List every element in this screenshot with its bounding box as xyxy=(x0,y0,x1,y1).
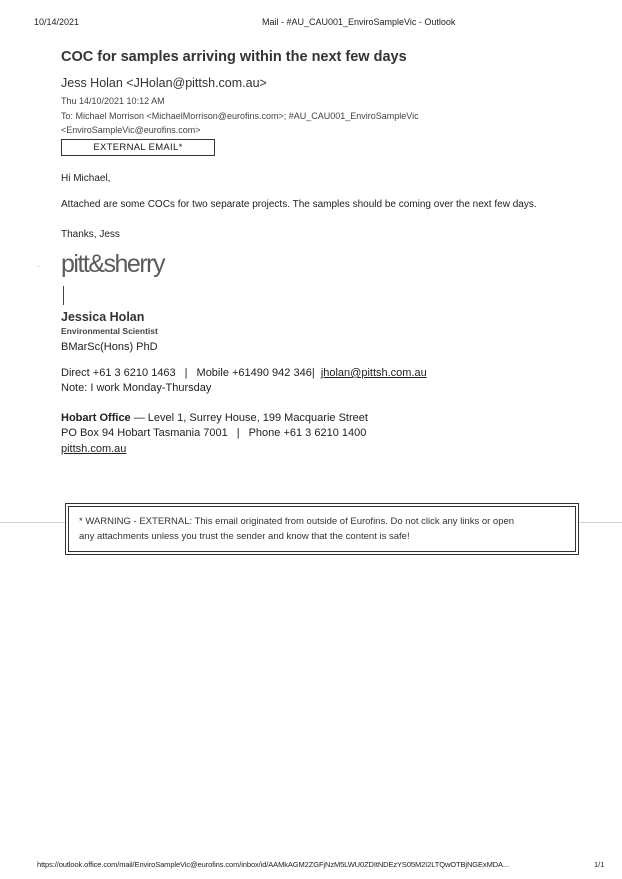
email-sender: Jess Holan <JHolan@pittsh.com.au> xyxy=(61,76,267,90)
print-page-title: Mail - #AU_CAU001_EnviroSampleVic - Outlook xyxy=(262,17,456,27)
external-email-tag: EXTERNAL EMAIL* xyxy=(61,139,215,156)
warning-inner-border xyxy=(68,506,576,552)
office-phone: Phone +61 3 6210 1400 xyxy=(248,427,367,439)
direct-phone: Direct +61 3 6210 1463 xyxy=(61,367,176,379)
mobile-phone: Mobile +61490 942 346| xyxy=(196,367,315,379)
divider-line xyxy=(0,522,65,523)
office-street: — Level 1, Surrey House, 199 Macquarie Street xyxy=(130,412,368,424)
print-date: 10/14/2021 xyxy=(34,17,80,27)
email-link[interactable]: jholan@pittsh.com.au xyxy=(320,367,427,379)
email-greeting: Hi Michael, xyxy=(61,173,111,184)
print-url: https://outlook.office.com/mail/EnviroSampleVic@eurofins.com/inbox/id/AAMkAGM2ZGFjNzM5LWU0ZDItNDEzYS05M2I2LTQwOTBjNGExMDA... xyxy=(37,860,509,869)
po-box: PO Box 94 Hobart Tasmania 7001 xyxy=(61,427,228,439)
external-warning-banner xyxy=(65,503,579,555)
email-recipients: To: Michael Morrison <MichaelMorrison@eurofins.com>; #AU_CAU001_EnviroSampleVic xyxy=(61,111,419,121)
email-message: Attached are some COCs for two separate projects. The samples should be coming over the next few days. xyxy=(61,199,537,210)
signature-qualifications: BMarSc(Hons) PhD xyxy=(61,341,158,353)
warning-text-continued: any attachments unless you trust the sender and know that the content is safe! xyxy=(79,531,410,542)
email-closing: Thanks, Jess xyxy=(61,229,120,240)
logo-divider xyxy=(63,286,64,305)
email-subject: COC for samples arriving within the next few days xyxy=(61,49,407,65)
scan-speck: · xyxy=(37,262,40,271)
office-address xyxy=(61,412,368,424)
signature-contact-line xyxy=(61,367,427,379)
email-sent-date: Thu 14/10/2021 10:12 AM xyxy=(61,96,165,106)
divider-line xyxy=(578,522,622,523)
office-label: Hobart Office xyxy=(61,412,131,424)
separator: | xyxy=(184,367,188,379)
po-box-line xyxy=(61,427,366,439)
signature-title: Environmental Scientist xyxy=(61,326,158,336)
company-logo: pitt&sherry xyxy=(61,250,164,278)
warning-text: * WARNING - EXTERNAL: This email originated from outside of Eurofins. Do not click any links or open xyxy=(79,516,515,527)
page-number: 1/1 xyxy=(594,860,605,869)
work-days-note: Note: I work Monday-Thursday xyxy=(61,382,212,394)
website-link[interactable]: pittsh.com.au xyxy=(61,443,127,455)
separator: | xyxy=(236,427,240,439)
signature-name: Jessica Holan xyxy=(61,310,145,324)
email-recipients-continued: <EnviroSampleVic@eurofins.com> xyxy=(61,125,201,135)
